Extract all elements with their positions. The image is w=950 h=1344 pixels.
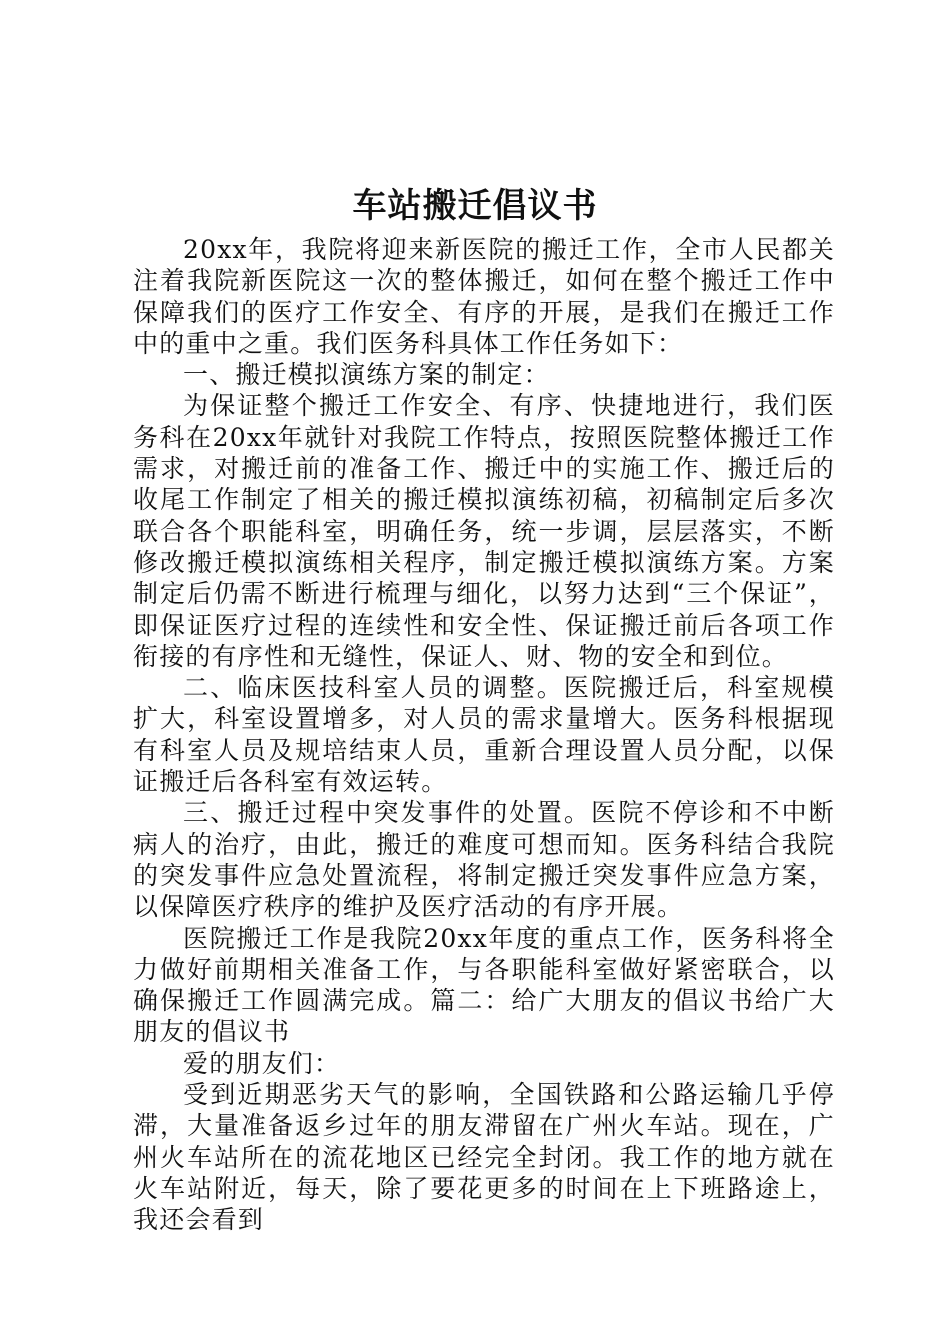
paragraph-staff-adjustment: 二、临床医技科室人员的调整。医院搬迁后，科室规模扩大，科室设置增多，对人员的需求量增大。医务科根据现有科室人员及规培结束人员，重新合理设置人员分配，以保证搬迁后各科室有效运转。 (133, 673, 835, 797)
paragraph-conclusion: 医院搬迁工作是我院20xx年度的重点工作，医务科将全力做好前期相关准备工作，与各职能科室做好紧密联合，以确保搬迁工作圆满完成。篇二：给广大朋友的倡议书给广大朋友的倡议书 (133, 923, 835, 1047)
paragraph-letter-body: 受到近期恶劣天气的影响，全国铁路和公路运输几乎停滞，大量准备返乡过年的朋友滞留在广州火车站。现在，广州火车站所在的流花地区已经完全封闭。我工作的地方就在火车站附近，每天，除了要花更多的时间在上下班路途上，我还会看到 (133, 1080, 835, 1235)
document-body (133, 234, 835, 1236)
paragraph-salutation: 爱的朋友们： (183, 1048, 341, 1078)
document-title: 车站搬迁倡议书 (352, 186, 598, 226)
paragraph-drill-plan: 为保证整个搬迁工作安全、有序、快捷地进行，我们医务科在20xx年就针对我院工作特点，按照医院整体搬迁工作需求，对搬迁前的准备工作、搬迁中的实施工作、搬迁后的收尾工作制定了相关的搬迁模拟演练初稿，初稿制定后多次联合各个职能科室，明确任务，统一步调，层层落实，不断修改搬迁模拟演练相关程序，制定搬迁模拟演练方案。方案制定后仍需不断进行梳理与细化，以努力达到“三个保证”，即保证医疗过程的连续性和安全性、保证搬迁前后各项工作衔接的有序性和无缝性，保证人、财、物的安全和到位。 (133, 391, 835, 671)
paragraph-intro: 20xx年，我院将迎来新医院的搬迁工作，全市人民都关注着我院新医院这一次的整体搬迁，如何在整个搬迁工作中保障我们的医疗工作安全、有序的开展，是我们在搬迁工作中的重中之重。我们医务科具体工作任务如下： (133, 235, 835, 358)
paragraph-heading-1: 一、搬迁模拟演练方案的制定： (183, 360, 550, 390)
paragraph-emergency-handling: 三、搬迁过程中突发事件的处置。医院不停诊和不中断病人的治疗，由此，搬迁的难度可想而知。医务科结合我院的突发事件应急处置流程，将制定搬迁突发事件应急方案，以保障医疗秩序的维护及医疗活动的有序开展。 (133, 798, 835, 922)
